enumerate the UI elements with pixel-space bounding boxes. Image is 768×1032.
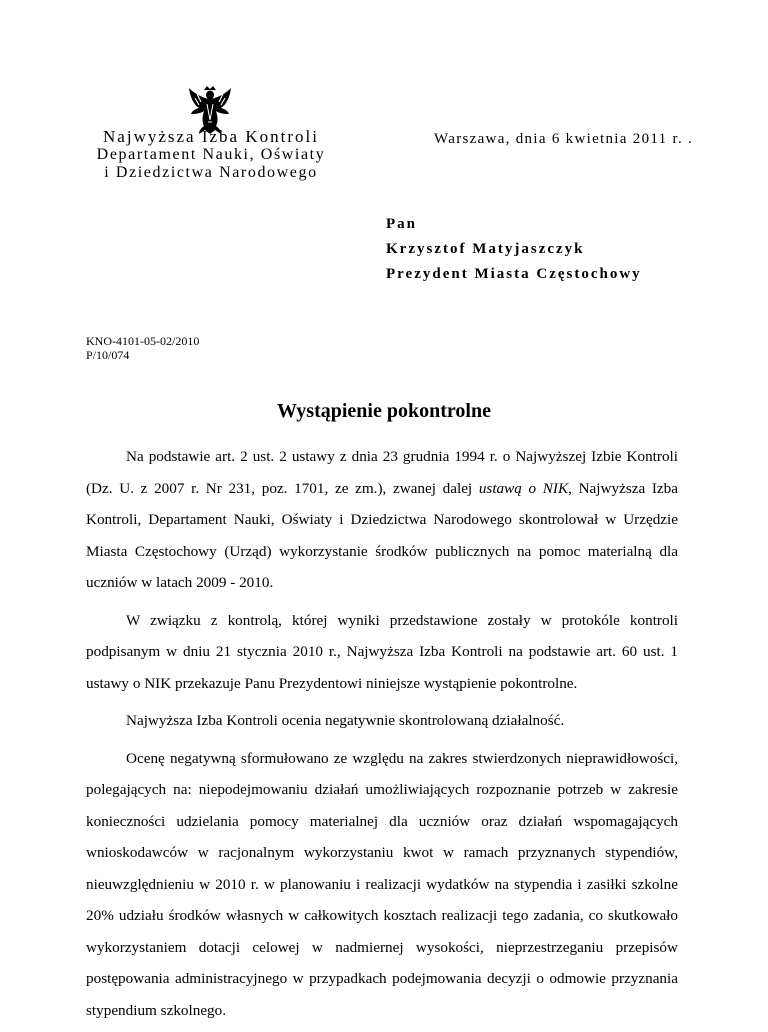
- recipient-name: Krzysztof Matyjaszczyk: [386, 241, 585, 257]
- institution-block: [86, 128, 336, 182]
- paragraph-1-start: Na podstawie art. 2 ust. 2 ustawy z dnia 23 grudnia 1994 r. o Najwyższej Izbie Kontroli (Dz. U. z 2007 r. Nr 231, poz. 1701, ze zm.), zwanej dalej: [86, 448, 678, 497]
- audit-reference: P/10/074: [86, 348, 130, 362]
- letter-date: Warszawa, dnia 6 kwietnia 2011 r. .: [434, 131, 694, 147]
- paragraph-1: [86, 441, 678, 599]
- recipient-title: Prezydent Miasta Częstochowy: [386, 266, 642, 282]
- department-name-line1: Departament Nauki, Oświaty: [96, 146, 326, 163]
- paragraph-4: Ocenę negatywną sformułowano ze względu na zakres stwierdzonych nieprawidłowości, polegających na: niepodejmowaniu działań umożliwiających rozpoznanie potrzeb w zakresie konieczności udzielania pomocy materialnej dla uczniów oraz działań wspomagających wnioskodawców w racjonalnym wykorzystaniu kwot w ramach przyznanych stypendiów, nieuwzględnieniu w 2010 r. w planowaniu i realizacji wydatków na stypendia i zasiłki szkolne 20% udziału środków własnych w całkowitych kosztach realizacji tego zadania, co skutkowało wykorzystaniem dotacji celowej w nadmiernej wysokości, nieprzestrzeganiu przepisów postępowania administracyjnego w przypadkach podejmowania decyzji o odmowie przyznania stypendium szkolnego.: [86, 749, 678, 1019]
- paragraph-2: W związku z kontrolą, której wyniki przedstawione zostały w protokóle kontroli podpisanym w dniu 21 stycznia 2010 r., Najwyższa Izba Kontroli na podstawie art. 60 ust. 1 ustawy o NIK przekazuje Panu Prezydentowi niniejsze wystąpienie pokontrolne.: [86, 611, 678, 692]
- reference-numbers: [86, 334, 199, 362]
- recipient-salutation: Pan: [386, 216, 418, 232]
- paragraph-1-end: , Najwyższa Izba Kontroli, Departament Nauki, Oświaty i Dziedzictwa Narodowego skontrolował w Urzędzie Miasta Częstochowy (Urząd) wykorzystanie środków publicznych na pomoc materialną dla uczniów w latach 2009 - 2010.: [86, 479, 679, 591]
- document-title: Wystąpienie pokontrolne: [277, 400, 491, 422]
- document-body: [86, 441, 678, 1032]
- case-reference: KNO-4101-05-02/2010: [86, 334, 200, 348]
- paragraph-1-italic-term: ustawą o NIK: [478, 479, 569, 497]
- recipient-block: [386, 212, 642, 287]
- paragraph-3: Najwyższa Izba Kontroli ocenia negatywnie skontrolowaną działalność.: [126, 712, 565, 729]
- department-name-line2: i Dziedzictwa Narodowego: [104, 164, 318, 181]
- institution-name: Najwyższa Izba Kontroli: [103, 127, 319, 146]
